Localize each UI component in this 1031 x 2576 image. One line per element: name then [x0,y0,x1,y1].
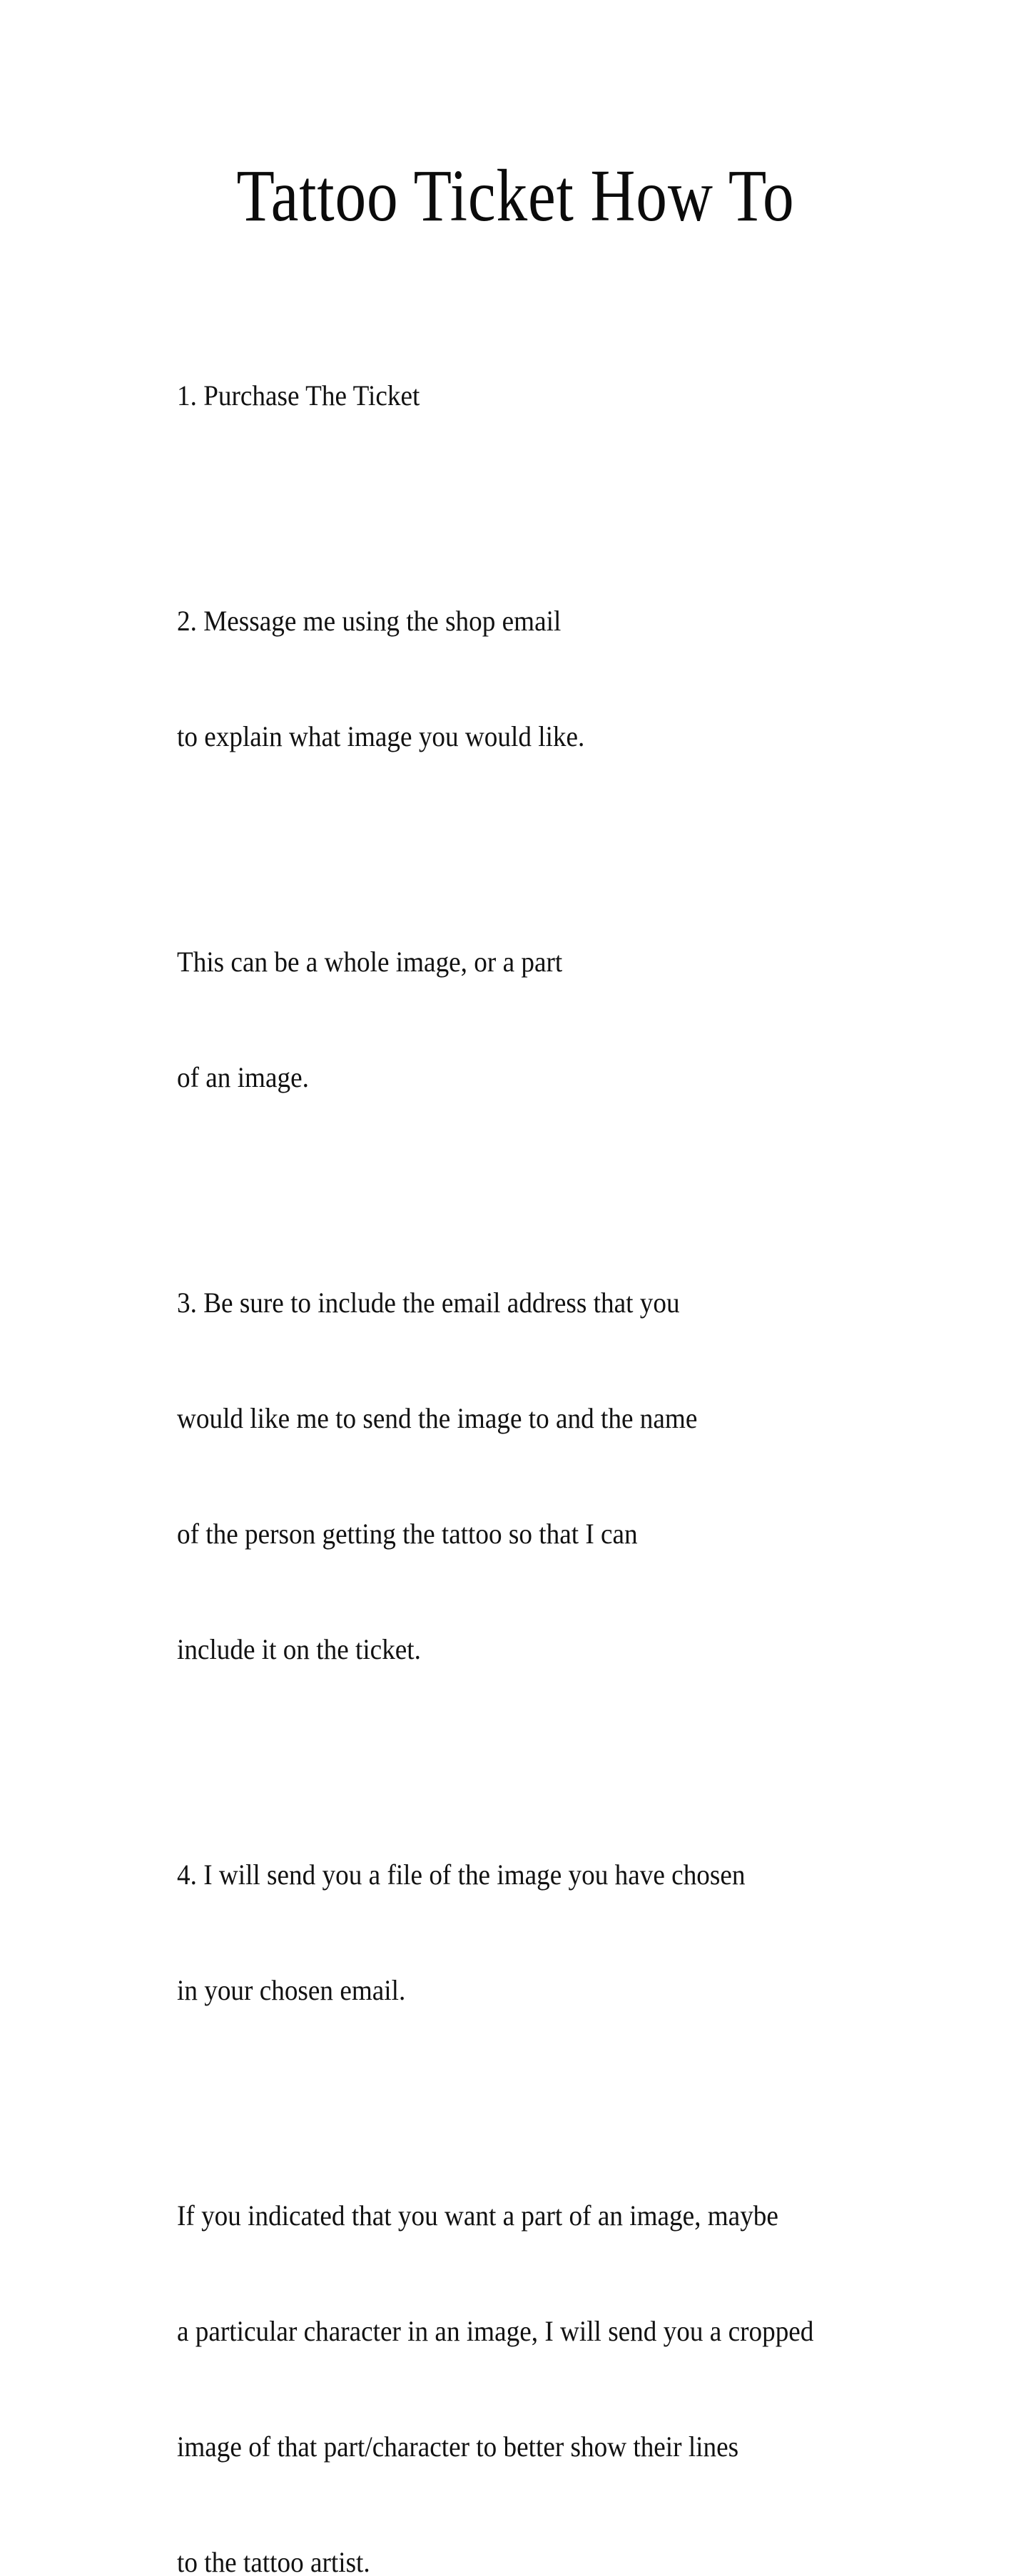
paragraph-note-cropped-image [177,2120,920,2576]
text-line: of the person getting the tattoo so that I can [177,1518,638,1550]
paragraph-step-4 [177,1779,920,2087]
text-line: to the tattoo artist. [177,2546,370,2576]
text-line: This can be a whole image, or a part [177,946,563,978]
instructions-body [177,300,976,2576]
text-line: include it on the ticket. [177,1633,421,1665]
text-line: to explain what image you would like. [177,720,585,752]
paragraph-step-3 [177,1207,920,1746]
text-line: 3. Be sure to include the email address that you [177,1287,680,1319]
text-line: 1. Purchase The Ticket [177,379,420,412]
text-line: If you indicated that you want a part of an image, maybe [177,2199,778,2232]
text-line: in your chosen email. [177,1974,406,2006]
text-line: 4. I will send you a file of the image you have chosen [177,1859,746,1891]
page-title: Tattoo Ticket How To [236,154,795,237]
text-line: would like me to send the image to and the name [177,1402,698,1434]
text-line: a particular character in an image, I will send you a cropped [177,2315,814,2347]
text-line: image of that part/character to better show their lines [177,2431,739,2463]
text-line: of an image. [177,1061,309,1093]
text-line: 2. Message me using the shop email [177,605,562,637]
paragraph-step-2 [177,525,920,833]
paragraph-note-whole-or-part [177,866,920,1174]
paragraph-step-1 [177,300,920,492]
